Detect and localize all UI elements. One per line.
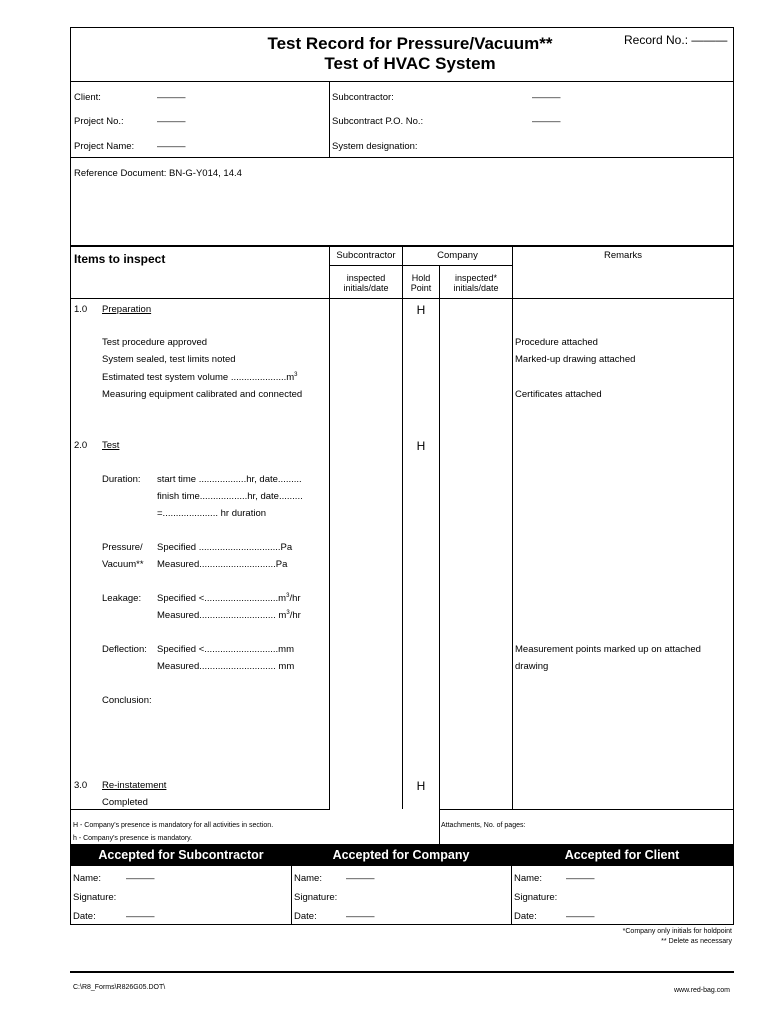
website: www.red-bag.com	[673, 987, 730, 994]
client-label: Client:	[74, 92, 101, 103]
inspected-star-line1: inspected*	[454, 273, 498, 283]
client-name-value[interactable]: ———	[566, 873, 595, 884]
item-system-sealed: System sealed, test limits noted	[102, 354, 236, 365]
company-signature-label[interactable]: Signature:	[294, 892, 338, 903]
remark-measurement-points: Measurement points marked up on attached	[515, 644, 701, 655]
leakage-specified	[157, 593, 301, 605]
leakage-specified-unit: /hr	[289, 593, 301, 604]
subcontractor-date-value[interactable]: ———	[126, 911, 155, 922]
duration-total: =..................... hr duration	[157, 508, 267, 519]
section-2-title: Test	[102, 440, 120, 451]
item-completed: Completed	[102, 797, 148, 808]
remark-drawing: drawing	[515, 661, 549, 672]
duration-finish-time: finish time..................hr, date.........	[157, 491, 303, 502]
pressure-measured: Measured.............................Pa	[157, 559, 288, 570]
items-to-inspect-heading: Items to inspect	[74, 252, 166, 266]
file-path: C:\R8_Forms\R826G05.DOT\	[73, 984, 166, 991]
leakage-measured	[157, 610, 301, 622]
section-3-title: Re-instatement	[102, 780, 167, 791]
section-3-hold-point: H	[416, 779, 426, 793]
project-no-value[interactable]: ———	[157, 116, 186, 127]
section-3-number: 3.0	[74, 780, 88, 791]
note-h-lower: h - Company's presence is mandatory.	[73, 835, 193, 842]
deflection-measured: Measured............................. mm	[157, 661, 295, 672]
item-test-volume	[102, 372, 298, 384]
company-name-label: Name:	[294, 873, 322, 884]
system-designation-label: System designation:	[332, 141, 418, 152]
item-equipment-calibrated: Measuring equipment calibrated and connected	[102, 389, 303, 400]
client-name-label: Name:	[514, 873, 542, 884]
note-h-upper: H - Company's presence is mandatory for all activities in section.	[73, 822, 274, 829]
cubed-superscript: 3	[286, 592, 290, 599]
remark-procedure-attached: Procedure attached	[515, 337, 598, 348]
form-title-line2: Test of HVAC System	[324, 54, 496, 73]
subcontractor-date-label: Date:	[73, 911, 96, 922]
footnote-holdpoint: *Company only initials for holdpoint	[622, 928, 732, 935]
inspected-star-line2: initials/date	[453, 283, 499, 293]
accepted-for-subcontractor: Accepted for Subcontractor	[98, 848, 264, 862]
remark-drawing-attached: Marked-up drawing attached	[515, 354, 636, 365]
cubed-superscript: 3	[294, 371, 298, 378]
pressure-specified: Specified ...............................Pa	[157, 542, 293, 553]
section-2-hold-point: H	[416, 439, 426, 453]
hold-point-header	[403, 273, 439, 293]
company-column-header: Company	[437, 250, 478, 261]
accepted-for-client: Accepted for Client	[564, 848, 680, 862]
subcontract-po-value[interactable]: ———	[532, 116, 561, 127]
company-date-label: Date:	[294, 911, 317, 922]
accepted-for-company: Accepted for Company	[332, 848, 470, 862]
subcontract-po-label: Subcontract P.O. No.:	[332, 116, 424, 127]
record-no-field[interactable]: Record No.: ———	[624, 33, 728, 47]
project-name-label: Project Name:	[74, 141, 135, 152]
company-date-value[interactable]: ———	[346, 911, 375, 922]
hold-line1: Hold	[411, 273, 431, 283]
subcontractor-value[interactable]: ———	[532, 92, 561, 103]
section-1-hold-point: H	[416, 303, 426, 317]
subcontractor-name-label: Name:	[73, 873, 101, 884]
duration-start-time: start time ..................hr, date.........	[157, 474, 302, 485]
attachments-label: Attachments, No. of pages:	[441, 822, 526, 829]
section-2-number: 2.0	[74, 440, 88, 451]
leakage-measured-unit: /hr	[289, 610, 301, 621]
leakage-measured-text: Measured............................. m	[157, 610, 287, 621]
remarks-column-header: Remarks	[603, 250, 642, 261]
client-value[interactable]: ———	[157, 92, 186, 103]
project-name-value[interactable]: ———	[157, 141, 186, 152]
client-signature-label[interactable]: Signature:	[514, 892, 558, 903]
company-inspected-header	[440, 273, 512, 293]
leakage-specified-text: Specified <............................m	[157, 593, 287, 604]
subcontractor-column-header: Subcontractor	[336, 250, 396, 261]
subcontractor-name-value[interactable]: ———	[126, 873, 155, 884]
client-date-value[interactable]: ———	[566, 911, 595, 922]
client-date-label: Date:	[514, 911, 537, 922]
duration-label: Duration:	[102, 474, 141, 485]
subcontractor-signature-label[interactable]: Signature:	[73, 892, 117, 903]
subcontractor-inspected-header	[330, 273, 402, 293]
subcontractor-label: Subcontractor:	[332, 92, 394, 103]
hold-line2: Point	[410, 283, 432, 293]
conclusion-label: Conclusion:	[102, 695, 152, 706]
leakage-label: Leakage:	[102, 593, 142, 604]
cubed-superscript: 3	[286, 609, 290, 616]
vacuum-label: Vacuum**	[102, 559, 144, 570]
deflection-specified: Specified <............................mm	[157, 644, 294, 655]
pressure-label: Pressure/	[102, 542, 143, 553]
section-1-number: 1.0	[74, 304, 88, 315]
reference-document: Reference Document: BN-G-Y014, 14.4	[74, 168, 242, 179]
project-no-label: Project No.:	[74, 116, 124, 127]
inspected-line2: initials/date	[343, 283, 389, 293]
item-procedure-approved: Test procedure approved	[102, 337, 208, 348]
section-1-title: Preparation	[102, 304, 152, 315]
remark-certificates-attached: Certificates attached	[515, 389, 602, 400]
inspected-line1: inspected	[346, 273, 386, 283]
form-title-line1: Test Record for Pressure/Vacuum**	[267, 34, 553, 53]
item-test-volume-text: Estimated test system volume .....................m	[102, 372, 295, 383]
deflection-label: Deflection:	[102, 644, 147, 655]
company-name-value[interactable]: ———	[346, 873, 375, 884]
footnote-delete: ** Delete as necessary	[661, 938, 732, 945]
